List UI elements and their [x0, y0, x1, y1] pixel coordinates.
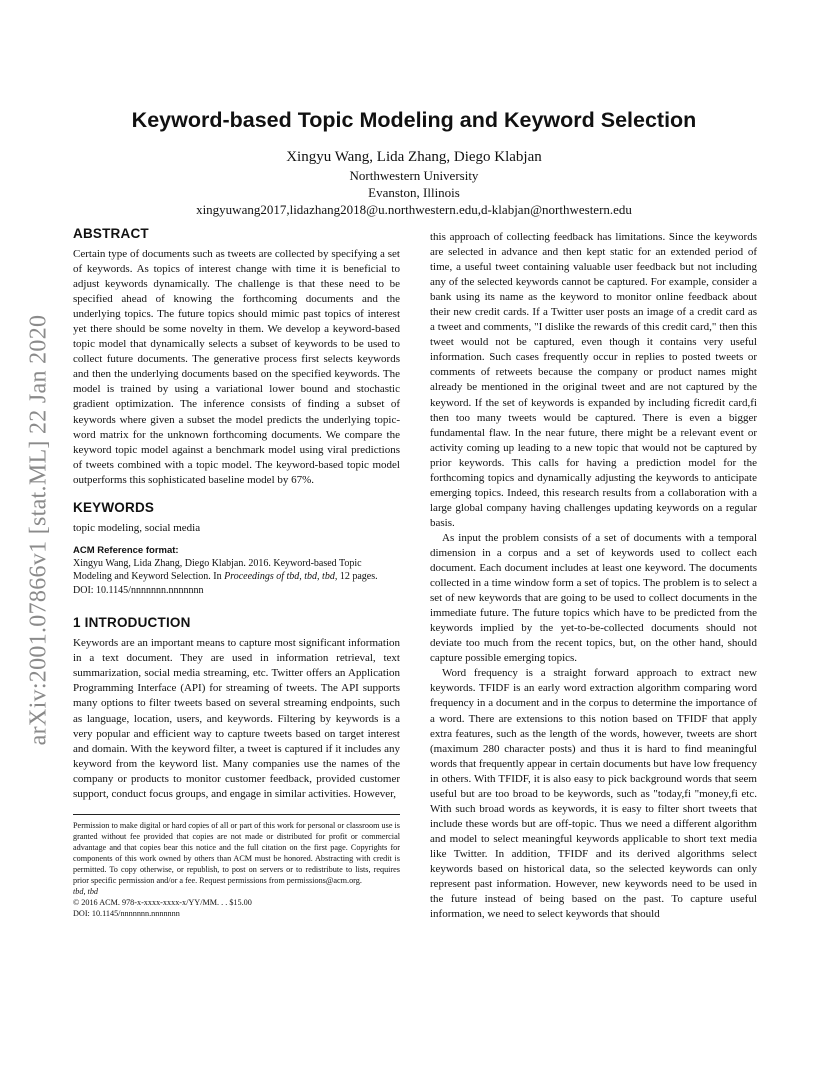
acm-reference-heading: ACM Reference format:	[73, 544, 179, 556]
authors: Xingyu Wang, Lida Zhang, Diego Klabjan	[286, 149, 542, 165]
acm-reference-text: Xingyu Wang, Lida Zhang, Diego Klabjan. 2016. Keyword-based Topic Modeling and Keyword Selection. In Proceedings of tbd, tbd, tbd, 12 pages. DOI: 10.1145/nnnnnnn.nnnnnnn	[73, 557, 378, 596]
paper-title: Keyword-based Topic Modeling and Keyword Selection	[131, 108, 697, 132]
right-column	[430, 230, 757, 922]
arxiv-stamp-text: arXiv:2001.07866v1 [stat.ML] 22 Jan 2020	[25, 314, 52, 746]
permission-notice: Permission to make digital or hard copies of all or part of this work for personal or classroom use is granted without fee provided that copies are not made or distributed for profit or commercial advantage and that copies bear this notice and the full citation on the first page. Copyrights for components of this work owned by others than ACM must be honored. Abstracting with credit is permitted. To copy otherwise, or republish, to post on servers or to redistribute to lists, requires prior specific permission and/or a fee. Request permissions from permissions@acm.org.	[73, 820, 400, 885]
introduction-paragraph: Keywords are an important means to capture most significant information in a text document. They are used in information retrieval, text summarization, social media streaming, etc. Twitter offers an Application Programming Interface (API) for streaming of tweets. The API supports many options to filter tweets based on several streaming endpoints, such as language, location, users, and keywords. Filtering by keywords is a very popular and efficient way to capture tweets based on target interest and domain. With the keyword filter, a tweet is captured if it includes any keyword from the keyword list. Many companies use the names of the company or products to monitor customer feedback, provided customer support, conduct focus groups, and engage in similar activities. However,	[73, 637, 400, 800]
right-paragraph-2: As input the problem consists of a set of documents with a temporal dimension in a corpus and a set of keywords used to collect each document. Each document includes at least one keyword. The documents collected in a time window form a set of topics. The problem is to select a set of new keywords that are going to be used to collect documents in the immediate future. The future topics which have to be predicted from the keywords implied by the yet-to-be-collected documents should not deviate too much from the recent topics, but, on the other hand, should capture possible emerging topics.	[430, 531, 757, 665]
right-paragraph-3: Word frequency is a straight forward approach to extract new keywords. TFIDF is an early word extraction algorithm comparing word frequency in a document and in the corpus to determine the importance of a word. There are extensions to this notion based on TFIDF that apply extra features, such as the length of the words, however, tweets are short (maximum 280 character posts) and thus it is hard to find meaningful words that frequently appear in certain documents but have low frequency in others. With TFIDF, it is also easy to pick background words that seem useful but are too broad to be keywords, such as "today,fi "money,fi etc. With such broad words as keywords, it is easy to filter short tweets that include these words but are off-topic. Thus we need a different algorithm and model to select meaningful keywords applicable to short text media like Twitter. In addition, TFIDF and its derived algorithms select keywords based on historical data, so the selected keywords can only represent past information. However, new keywords need to be used in the future instead of being based on the past. To capture useful information, we need to select keywords that should	[430, 667, 757, 921]
keywords-heading: KEYWORDS	[73, 499, 155, 515]
footnote-copyright: © 2016 ACM. 978-x-xxxx-xxxx-x/YY/MM. . . $15.00	[73, 897, 252, 907]
right-paragraph-1: this approach of collecting feedback has limitations. Since the keywords are selected in advance and then kept static for an extended period of time, a useful tweet containing valuable user feedback but not including any of the selected keywords cannot be captured. For example, consider a bank using its name as the keyword to monitor online feedback about their new credit cards. If a Twitter user posts an image of a credit card as a tweet and comments, "I dislike the rewards of this credit card," then this tweet would not be captured, even though it contains very useful information. Such cases frequently occur in replies to posted tweets or comments of retweets because the company or product names might already be mentioned in the original tweet and are not captured by the keyword. If the set of keywords is expanded by including ficredit card,fi then too many tweets would be captured. There is even a bigger fundamental flaw. In the near future, there might be a relevant event or activity coming up leading to a new topic that would not be captured by prior keywords. This calls for having a prediction model for the forthcoming topics and dynamically adjusting the keywords to anticipate emerging topics. Indeed, this research results from a collaboration with a large global company having challenges updating keywords on a regular basis.	[430, 231, 757, 529]
footnote-doi: DOI: 10.1145/nnnnnnn.nnnnnnn	[73, 908, 180, 918]
affiliation-city: Evanston, Illinois	[368, 185, 460, 200]
keywords-text: topic modeling, social media	[73, 521, 201, 534]
abstract-text: Certain type of documents such as tweets are collected by specifying a set of keywords. As topics of interest change with time it is beneficial to adjust keywords dynamically. The challenge is that these need to be specified ahead of knowing the forthcoming documents and the underlying topics. The future topics should mimic past topics of interest yet there should be some novelty in them. We develop a keyword-based topic model that dynamically selects a subset of keywords to be used to collect future documents. The generative process first selects keywords and then the underlying documents based on the specified keywords. The model is trained by using a variational lower bound and stochastic gradient optimization. The inference consists of finding a subset of keywords where given a subset the model predicts the underlying topic-word matrix for the unknown forthcoming documents. We compare the keyword topic model against a benchmark model using viral predictions of tweets combined with a topic model. The keyword-based topic model outperforms this sophisticated baseline model by 67%.	[73, 248, 400, 486]
author-emails: xingyuwang2017,lidazhang2018@u.northwestern.edu,d-klabjan@northwestern.edu	[196, 202, 632, 217]
footnote-venue: tbd, tbd	[73, 886, 99, 896]
arxiv-stamp	[22, 290, 56, 770]
affiliation-university: Northwestern University	[349, 168, 479, 183]
abstract-heading: ABSTRACT	[73, 226, 149, 241]
introduction-heading: 1 INTRODUCTION	[73, 615, 191, 631]
left-column	[73, 226, 400, 919]
